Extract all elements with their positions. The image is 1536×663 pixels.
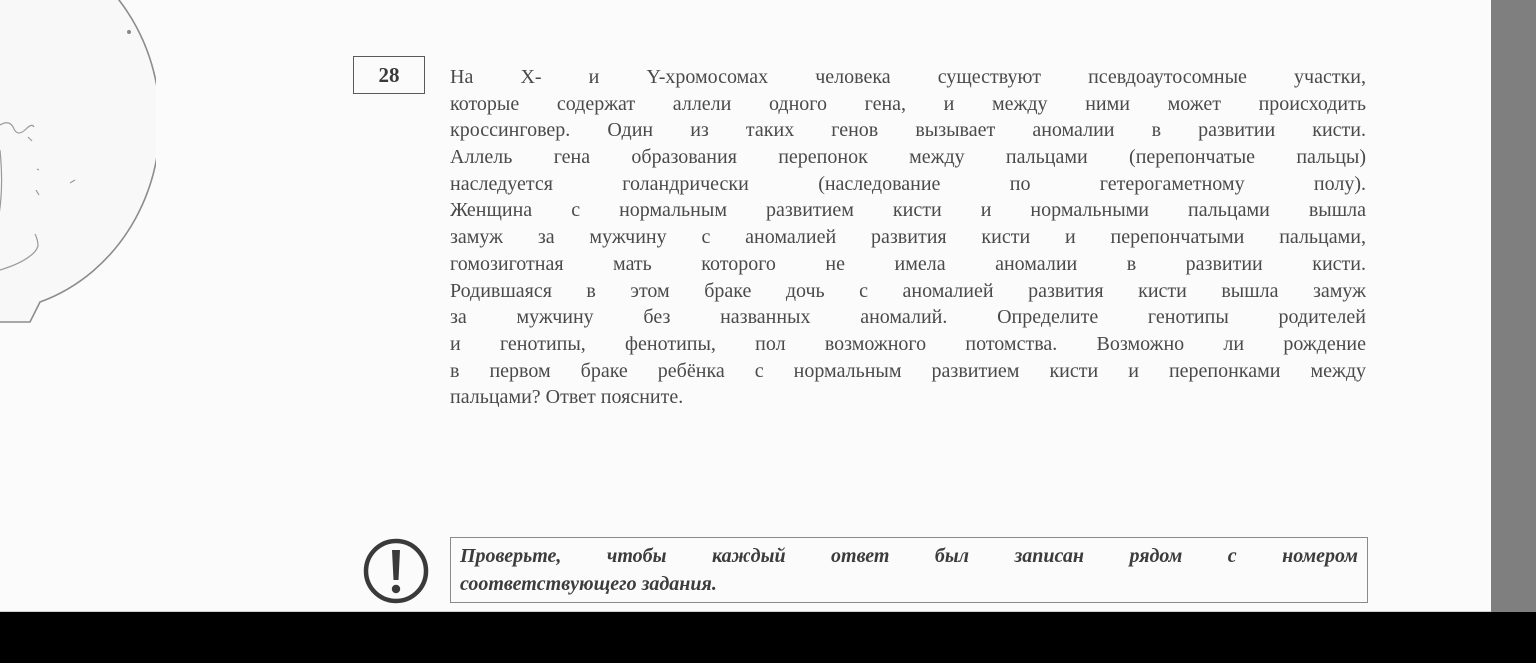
notice-text-line: соответствующего задания. bbox=[460, 573, 717, 595]
task-number: 28 bbox=[378, 62, 400, 87]
task-text bbox=[450, 64, 1366, 411]
answer-notice-box bbox=[450, 537, 1368, 603]
task-text-line: Женщина с нормальным развитием кисти и нормальными пальцами вышла bbox=[450, 199, 1366, 222]
task-text-line: Родившаяся в этом браке дочь с аномалией развития кисти вышла замуж bbox=[450, 279, 1366, 302]
task-text-line: гомозиготная мать которого не имела аномалии в развитии кисти. bbox=[450, 252, 1366, 275]
task-text-line: наследуется голандрически (наследование по гетерогаметному полу). bbox=[450, 172, 1366, 195]
task-number-box bbox=[353, 56, 425, 94]
exclamation-circle-icon bbox=[361, 536, 431, 606]
task-text-line: в первом браке ребёнка с нормальным развитием кисти и перепонками между bbox=[450, 359, 1366, 382]
task-text-line: На X- и Y-хромосомах человека существуют псевдоаутосомные участки, bbox=[450, 66, 1366, 88]
task-text-line: пальцами? Ответ поясните. bbox=[450, 386, 684, 409]
task-text-line: за мужчину без названных аномалий. Определите генотипы родителей bbox=[450, 306, 1366, 329]
task-text-line: которые содержат аллели одного гена, и между ними может происходить bbox=[450, 92, 1366, 115]
side-panel bbox=[1491, 0, 1536, 612]
task-text-line: Аллель гена образования перепонок между пальцами (перепончатые пальцы) bbox=[450, 146, 1366, 169]
task-text-line: замуж за мужчину с аномалией развития кисти и перепончатыми пальцами, bbox=[450, 226, 1366, 249]
notice-text-line: Проверьте, чтобы каждый ответ был записан рядом с номером bbox=[460, 545, 1358, 567]
globe-map-icon bbox=[0, 0, 156, 324]
task-text-line: и генотипы, фенотипы, пол возможного потомства. Возможно ли рождение bbox=[450, 332, 1366, 355]
bottom-bar bbox=[0, 612, 1536, 663]
task-text-line: кроссинговер. Один из таких генов вызывает аномалии в развитии кисти. bbox=[450, 119, 1366, 142]
